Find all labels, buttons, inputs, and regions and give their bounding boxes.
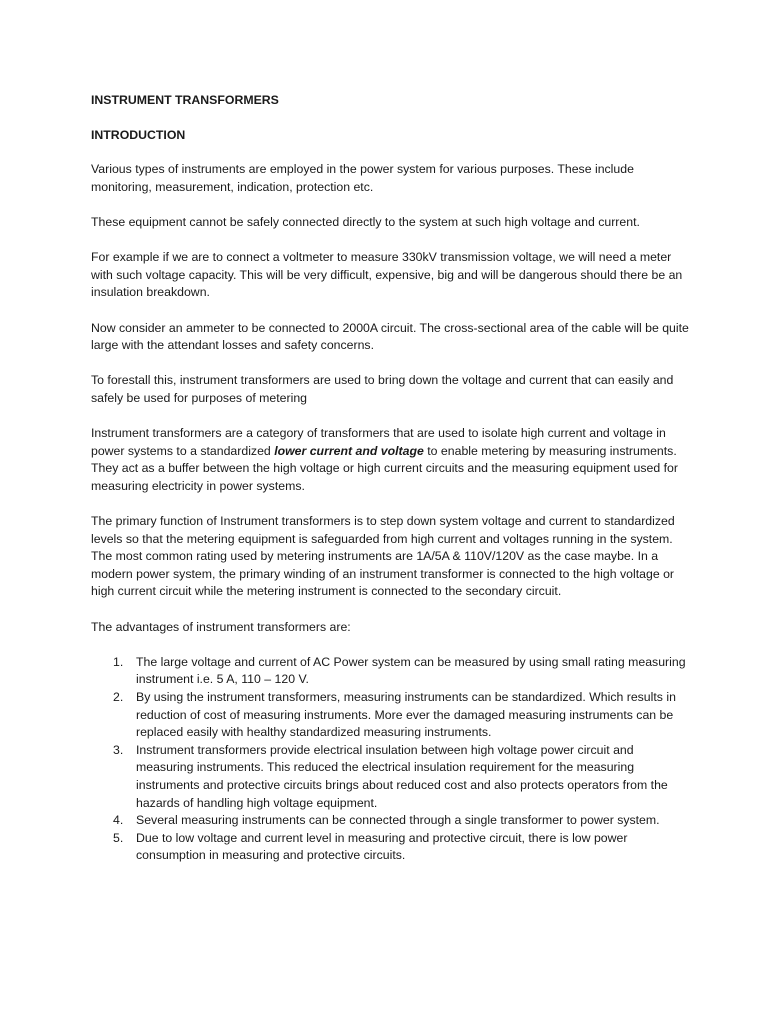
category-emphasis: lower current and voltage xyxy=(274,443,424,458)
list-item-number: 2. xyxy=(113,690,124,704)
list-item xyxy=(91,830,689,865)
category-text-after: to enable metering by measuring instruments. They act as a buffer between the high voltage or high current circuits and the measuring equipment used for measuring electricity in power systems. xyxy=(91,443,678,493)
list-item-text: By using the instrument transformers, measuring instruments can be standardized. Which results in reduction of cost of measuring instruments. More ever the damaged measuring instruments can be replaced easily with healthy standardized measuring instruments. xyxy=(136,690,676,740)
list-item-text: Several measuring instruments can be connected through a single transformer to power system. xyxy=(136,813,660,828)
list-item-text: Due to low voltage and current level in measuring and protective circuit, there is low power consumption in measuring and protective circuits. xyxy=(136,830,628,863)
list-item xyxy=(91,654,689,689)
list-item-text: Instrument transformers provide electrical insulation between high voltage power circuit and measuring instruments. This reduced the electrical insulation requirement for the measuring instruments and protective circuits brings about reduced cost and also protects operators from the hazards of handling high voltage equipment. xyxy=(136,742,668,810)
document-body xyxy=(91,92,689,865)
list-item-number: 5. xyxy=(113,830,124,845)
paragraph-advantages-intro: The advantages of instrument transformers are: xyxy=(91,619,351,634)
paragraph-forestall: To forestall this, instrument transformers are used to bring down the voltage and current that can easily and safely be used for purposes of metering xyxy=(91,373,674,405)
advantages-list xyxy=(91,654,689,865)
paragraph-safety-connection: These equipment cannot be safely connected directly to the system at such high voltage and current. xyxy=(91,214,640,229)
list-item-number: 3. xyxy=(113,742,124,757)
document-title: INSTRUMENT TRANSFORMERS xyxy=(91,93,279,107)
list-item-number: 1. xyxy=(113,654,124,669)
paragraph-transformer-category xyxy=(91,425,689,495)
category-text-before: Instrument transformers are a category of transformers that are used to isolate high current and voltage in power systems to a standardized xyxy=(91,426,666,458)
list-item-text: The large voltage and current of AC Power system can be measured by using small rating measuring instrument i.e. 5 A, 110 – 120 V. xyxy=(136,654,686,687)
paragraph-primary-function: The primary function of Instrument transformers is to step down system voltage and current to standardized levels so that the metering equipment is safeguarded from high current and voltages running in the system. The most common rating used by metering instruments are 1A/5A & 110V/120V as the case maybe. In a modern power system, the primary winding of an instrument transformer is connected to the high voltage or high current circuit while the metering instrument is connected to the secondary circuit. xyxy=(91,514,675,599)
section-heading-introduction: INTRODUCTION xyxy=(91,127,186,142)
list-item xyxy=(91,689,689,742)
list-item xyxy=(91,812,689,830)
paragraph-voltmeter-example: For example if we are to connect a voltmeter to measure 330kV transmission voltage, we will need a meter with such voltage capacity. This will be very difficult, expensive, big and will be dangerous should there be an insulation breakdown. xyxy=(91,250,683,300)
paragraph-ammeter-example: Now consider an ammeter to be connected to 2000A circuit. The cross-sectional area of the cable will be quite large with the attendant losses and safety concerns. xyxy=(91,320,689,353)
list-item-number: 4. xyxy=(113,813,124,828)
paragraph-instrument-types: Various types of instruments are employed in the power system for various purposes. These include monitoring, measurement, indication, protection etc. xyxy=(91,162,634,194)
list-item xyxy=(91,742,689,812)
